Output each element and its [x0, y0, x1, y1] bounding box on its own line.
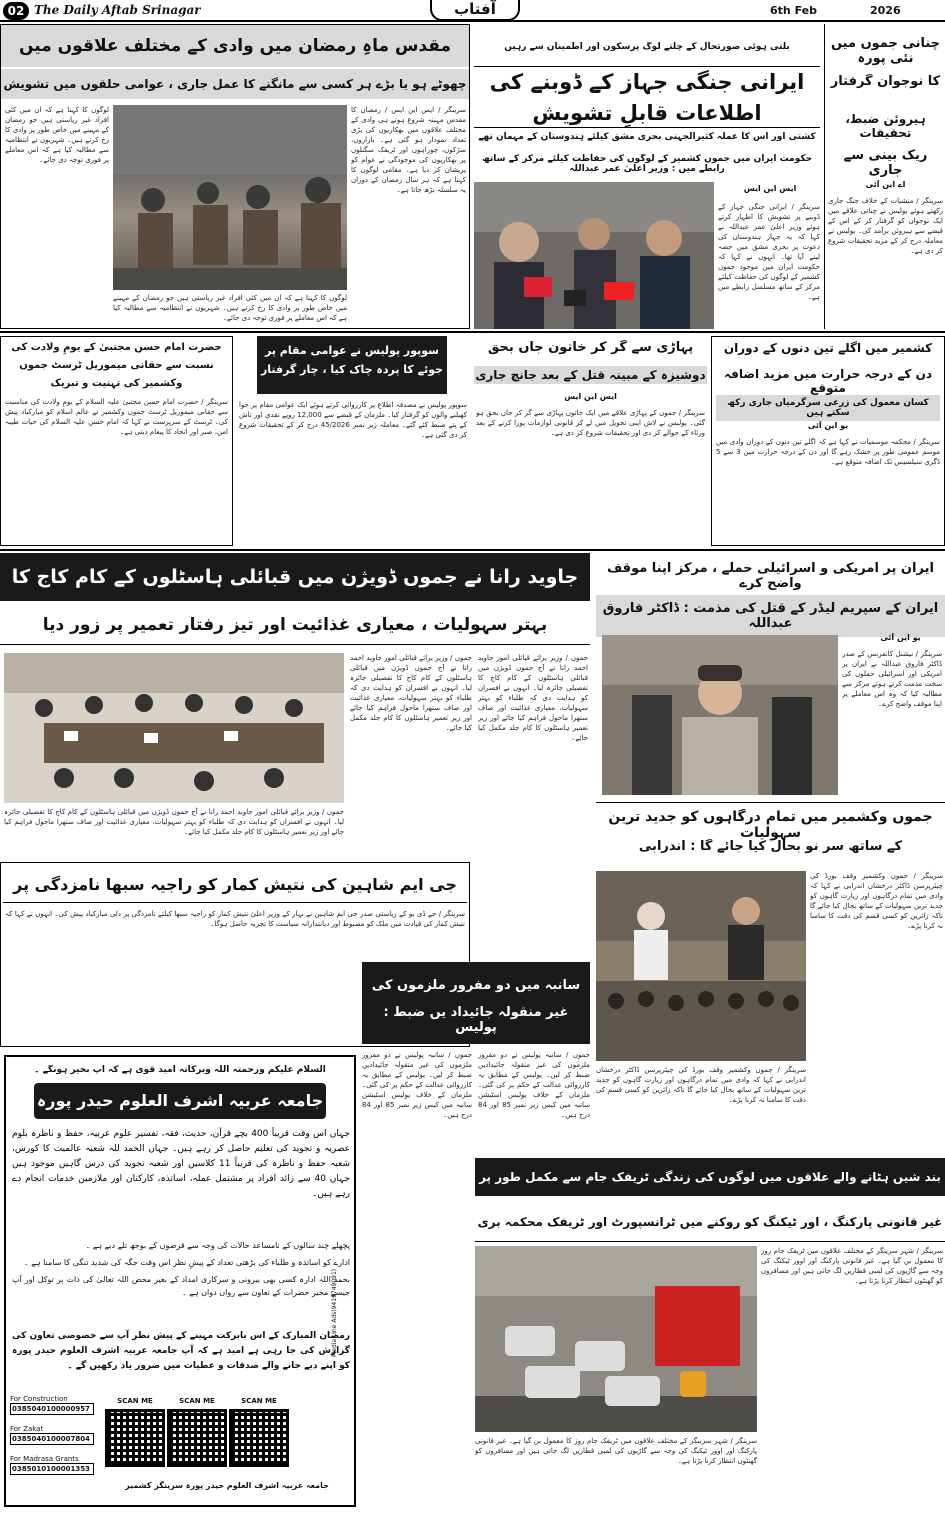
story-iran-ship-kicker: بلتی ہوئی صورتحال کے چلتے لوگ پرسکون اور اطمینان سے رہیں: [504, 42, 790, 52]
story-ramzan-subhead: چھوٹے ہو یا بڑے ہر کسی سے مانگنے کا عمل جاری ، عوامی حلقوں میں تشویش: [1, 69, 469, 99]
story-chenani-headline-1: چنانی جموں میں نئی پورہ: [830, 36, 941, 66]
story-iran-ship-subhead1: کشتی اور اس کا عملہ کثیرالجہتی بحری مشق کیلئے ہندوستان کے مہمان تھے: [478, 132, 816, 142]
acct-label-construction: For Construction: [10, 1395, 68, 1403]
story-chenani-headline-2: کا نوجوان گرفتار: [830, 74, 941, 89]
qr-code-3[interactable]: [226, 1397, 292, 1477]
story-hostels-body-3: جموں / وزیر برائے قبائلی امور جاوید احمد رانا نے آج جموں ڈویژن میں قبائلی ہاسٹلوں کے کام کاج کا تفصیلی جائزہ لیا۔ انہوں نے افسران کو ہدایت دی کہ طلباء کو بہتر سہولیات، معیاری غذائیت اور صاف ستھرا ماحول فراہم کیا جائے اور زیر تعمیر ہاسٹلوں کا کام جلد مکمل کیا جائے۔: [4, 808, 344, 836]
story-iran-ship-subhead2: حکومت ایران میں جموں کشمیر کے لوگوں کی حفاظت کیلئے مرکز کے ساتھ رابطے میں : وزیر اعلیٰ عمر عبداللہ: [481, 154, 813, 174]
issue-date: 6th Feb: [770, 4, 817, 17]
story-pahari-body: سرینگر / جموں کے پہاڑی علاقے میں ایک خاتون پہاڑی سے گر کر جاں بحق ہو گئی۔ پولیس نے لاش اپنی تحویل میں لے کر قانونی لوازمات پورا کرنے کے بعد ورثاء کے حوالے کر دی اور تحقیقات شروع کر دی ہے۔: [476, 409, 705, 437]
story-dargah-body-2: سرینگر / جموں وکشمیر وقف بورڈ کی چیئرپرسن ڈاکٹر درخشاں اندرابی نے کہا کہ وادی میں تمام درگاہوں اور زیارت گاہوں کو جدید ترین سہولیات کے ساتھ بحال کیا جائے گا تاکہ زائرین کو کسی قسم کی دقت کا سامنا نہ کرنا پڑے۔: [596, 1066, 806, 1104]
traffic-jam-photo: [475, 1246, 757, 1432]
story-hostels-subhead: بہتر سہولیات ، معیاری غذائیت اور تیز رفتار تعمیر پر زور دیا: [0, 605, 590, 645]
story-dargah-body: سرینگر / جموں وکشمیر وقف بورڈ کی چیئرپرسن ڈاکٹر درخشاں اندرابی نے کہا کہ وادی میں تمام درگاہوں اور زیارت گاہوں کو جدید ترین سہولیات کے ساتھ بحال کیا جائے گا تاکہ زائرین کو کسی قسم کی دقت کا سامنا نہ کرنا پڑے۔: [810, 872, 943, 930]
acct-number-zakat: 0385040100007804: [10, 1433, 94, 1445]
story-traffic-headline-1: بند شیں ہٹانے والے علاقوں میں لوگوں کی زندگی ٹریفک جام سے مکمل طور پر: [475, 1158, 945, 1196]
story-property-body: جموں / سانبہ پولیس نے دو مفرور ملزموں کی غیر منقولہ جائیدادیں ضبط کر لیں۔ پولیس کے مطابق یہ کارروائی عدالت کے حکم پر کی گئی۔ ملزمان کے خلاف پولیس اسٹیشن سانبہ میں کیس زیر نمبر 85 اور 84 درج ہیں۔: [478, 1051, 590, 1119]
acct-label-zakat: For Zakat: [10, 1425, 44, 1433]
ad-title: جامعہ عربیہ اشرف العلوم حیدر پورہ: [34, 1083, 326, 1119]
beggars-photo: [113, 105, 347, 290]
story-weather-source: یو این آئی: [807, 421, 849, 430]
qr-code-1[interactable]: [102, 1397, 168, 1477]
bank-accounts: [10, 1395, 94, 1495]
story-pahari-headline-2: دوشیزہ کے مبینہ قتل کے بعد جانچ جاری: [475, 368, 706, 382]
ad-salutation: السلام علیکم ورحمتہ اللہ وبرکاتہ امید قوی ہے کہ آپ بخیر ہونگے ۔: [34, 1065, 326, 1075]
story-chenani: [824, 24, 945, 329]
madrasa-ad: [4, 1055, 356, 1507]
story-pahari-source: ایس این ایس: [564, 392, 617, 401]
story-imam-body: سرینگر / حضرت امام حسن مجتبیٰ علیہ السلام کے یومِ ولادت کی مناسبت سے حقانی میموریل ٹرسٹ جموں وکشمیر نے عالم اسلام کو مبارکباد پیش کی۔ ٹرسٹ کے سرپرست نے کہا کہ امام حسن علیہ السلام کی حیات طیبہ امن، صبر اور اتحاد کا پیغام دیتی ہے۔: [5, 398, 228, 436]
story-shaheen-body: سرینگر / جے ڈی یو کے ریاستی صدر جی ایم شاہین نے بہار کے وزیر اعلیٰ نتیش کمار کو راجیہ سبھا کیلئے نامزدگی پر دلی مبارکباد پیش کی۔ انہوں نے کہا کہ نتیش کمار کی قیادت میں ملک کو مضبوط اور دیانتدارانہ سیاست کا تجربہ حاصل ہوگا۔: [5, 910, 465, 928]
masthead: [0, 0, 945, 22]
farooq-abdullah-photo: [602, 635, 838, 795]
story-ramzan-body-right: سرینگر / ایس این ایس / رمضان کا مقدس مہینہ شروع ہوتے ہی وادی کے مختلف علاقوں میں بھکاریوں کی بڑی تعداد نمودار ہو گئی ہے۔ بازاروں، سڑکوں، چوراہوں اور ٹریفک سگنلوں پر بھکاریوں کی موجودگی نے عوام کو پریشان کر دیا ہے۔ مقامی لوگوں کا کہنا ہے کہ ہر سال رمضان کے دوران یہ سلسلہ بڑھ جاتا ہے۔: [351, 106, 466, 194]
story-chenani-body: سرینگر / منشیات کے خلاف جنگ جاری رکھتے ہوئے پولیس نے چنانی علاقے میں ایک نوجوان کو گرفتار کر کے اس کے قبضے سے ہیروئن برآمد کی۔ پولیس نے معاملہ درج کر کے مزید تحقیقات شروع کر دی ہے۔: [828, 197, 943, 255]
acct-number-grants: 0385010100001353: [10, 1463, 94, 1475]
acct-label-grants: For Madrasa Grants: [10, 1455, 79, 1463]
story-traffic-headline-2: غیر قانونی پارکنگ ، اور ٹیکنگ کو روکنے میں ٹرانسپورٹ اور ٹریفک محکمہ بری: [475, 1202, 945, 1242]
qr-code-2[interactable]: [164, 1397, 230, 1477]
ad-point: پچھلے چند سالوں کے نامساعد حالات کی وجہ سے قرضوں کے بوجھ تلے دبے ہے ۔: [85, 1241, 350, 1250]
story-weather-headline-2: دن کے درجہ حرارت میں مزید اضافہ متوقع: [724, 367, 932, 395]
story-property-body-2: جموں / سانبہ پولیس نے دو مفرور ملزموں کی غیر منقولہ جائیدادیں ضبط کر لیں۔ پولیس کے مطابق یہ کارروائی عدالت کے حکم پر کی گئی۔ ملزمان کے خلاف پولیس اسٹیشن سانبہ میں کیس زیر نمبر 85 اور 84 درج ہیں۔: [362, 1051, 472, 1119]
story-sopore-body: سوپور پولیس نے مصدقہ اطلاع پر کارروائی کرتے ہوئے ایک عوامی مقام پر جوا کھیلنے والوں کو گرفتار کیا۔ ملزمان کے قبضے سے 12,000 روپے نقدی اور تاش کے پتے ضبط کئے گئے۔ معاملہ زیر نمبر 45/2026 درج کر کے تحقیقات شروع کر دی گئی ہے۔: [239, 401, 467, 439]
story-weather-headline-1: کشمیر میں اگلے تین دنوں کے دوران: [723, 341, 933, 355]
story-property-headline-2: غیر منقولہ جائیداد یں ضبط : پولیس: [383, 1005, 569, 1035]
ad-body: جہاں اس وقت قریباً 400 بچے قرآن، حدیث، فقہ، تفسیر علوم عربیہ، حفظ و ناظرہ بلوم عصریہ و تجوید کی تعلیم حاصل کر رہے ہیں۔ جہاں الحمد للہ شعبہ عالمیت کا کورس، شعبہ حفظ و ناظرہ کی قریباً 11 کلاسیں اور شعبہ تجوید کی درس گاہیں موجود ہیں جہاں 40 سے زائد افراد پر مشتمل عملہ، اساتذہ، کارکنان اور ملازمین خدمات انجام دے رہے ہیں۔: [12, 1129, 350, 1199]
story-chenani-source: اے این آئی: [865, 180, 906, 189]
qr-code-icon: [105, 1409, 165, 1467]
story-pahari-headline-1: پہاڑی سے گر کر خاتون جاں بحق: [487, 340, 694, 355]
ad-side-text: Media Line Ads(9419749091): [331, 1268, 338, 1357]
story-dargah-headline-2: کے ساتھ سر نو بحال کیا جائے گا : اندرابی: [638, 839, 903, 854]
story-iran-ship-headline: ایرانی جنگی جہاز کے ڈوبنے کی اطلاعات قابلِ تشویش: [474, 66, 820, 128]
scan-label: SCAN ME: [179, 1397, 215, 1405]
story-traffic-body-2: سرینگر / شہر سرینگر کے مختلف علاقوں میں ٹریفک جام روز کا معمول بن گیا ہے۔ غیر قانونی پارکنگ اور اوور ٹیکنگ کی وجہ سے گاڑیوں کی لمبی قطاریں لگ جاتی ہیں اور مسافروں کو گھنٹوں انتظار کرنا پڑتا ہے۔: [475, 1437, 757, 1465]
story-farooq-headline-2: ایران کے سپریم لیڈر کے قتل کی مذمت : ڈاکٹر فاروق عبداللہ: [596, 595, 945, 637]
acct-number-construction: 0385040100000957: [10, 1403, 94, 1415]
story-sopore: [237, 336, 470, 546]
story-ramzan-headline: مقدس ماہِ رمضان میں وادی کے مختلف علاقوں میں: [1, 25, 469, 67]
story-hostels-body-1: جموں / وزیر برائے قبائلی امور جاوید احمد رانا نے آج جموں ڈویژن میں قبائلی ہاسٹلوں کے کام کاج کا تفصیلی جائزہ لیا۔ انہوں نے افسران کو ہدایت دی کہ طلباء کو بہتر سہولیات، معیاری غذائیت اور صاف ستھرا ماحول فراہم کیا جائے اور زیر تعمیر ہاسٹلوں کا کام جلد مکمل کیا جائے۔: [478, 654, 588, 742]
story-property-headline: [362, 962, 590, 1044]
story-weather: [711, 336, 945, 546]
story-ramzan-body-bottom: لوگوں کا کہنا ہے کہ ان میں کئی افراد غیر ریاستی ہیں جو رمضان کے مہینے میں خاص طور پر وادی کا رخ کرتے ہیں۔ شہریوں نے انتظامیہ سے مطالبہ کیا ہے کہ اس معاملے پر فوری توجہ دی جائے۔: [113, 294, 347, 322]
masthead-logo: آفتاب: [430, 0, 520, 21]
scan-label: SCAN ME: [117, 1397, 153, 1405]
story-farooq-body: سرینگر / نیشنل کانفرنس کے صدر ڈاکٹر فاروق عبداللہ نے ایران پر امریکی اور اسرائیلی حملوں کی سخت مذمت کرتے ہوئے مرکز سے مطالبہ کیا کہ وہ اس معاملے پر اپنا موقف واضح کرے۔: [842, 650, 942, 708]
hostels-meeting-photo: [4, 653, 344, 803]
story-hostels-headline: جاوید رانا نے جموں ڈویژن میں قبائلی ہاسٹلوں کے کام کاج کا: [0, 553, 590, 601]
story-iran-ship-body: سرینگر / ایرانی جنگی جہاز کے ڈوبنے پر تشویش کا اظہار کرتے ہوئے وزیر اعلیٰ عمر عبداللہ نے کہا کہ یہ جہاز ہندوستان کی دعوت پر بحری مشق میں حصہ لینے آیا تھا۔ انہوں نے کہا کہ حکومت ایران میں موجود جموں کشمیر کے لوگوں کی حفاظت کیلئے مرکز کے ساتھ مسلسل رابطے میں ہے۔: [718, 203, 820, 301]
story-farooq: [596, 553, 945, 798]
paper-name: The Daily Aftab Srinagar: [34, 3, 201, 17]
story-farooq-source: یو این آئی: [880, 633, 921, 642]
story-sopore-headline: سوپور پولیس نے عوامی مقام پر جوئے کا پردہ چاک کیا ، چار گرفتار: [257, 336, 447, 394]
scan-label: SCAN ME: [241, 1397, 277, 1405]
story-chenani-headline-4: ریک بینی سے جاری: [843, 148, 928, 178]
story-imam-headline: حضرت امام حسن مجتبیٰ کے یومِ ولادت کی نسبت سے حقانی میموریل ٹرسٹ جموں وکشمیر کی تہنیت و تبریک: [11, 342, 222, 389]
story-property-headline-1: سانبہ میں دو مفرور ملزموں کی: [371, 978, 581, 993]
qr-code-icon: [167, 1409, 227, 1467]
omar-abdullah-photo: [474, 182, 714, 329]
divider: [0, 331, 945, 333]
story-hostels-body-2: جموں / وزیر برائے قبائلی امور جاوید احمد رانا نے آج جموں ڈویژن میں قبائلی ہاسٹلوں کے کام کاج کا تفصیلی جائزہ لیا۔ انہوں نے افسران کو ہدایت دی کہ طلباء کو بہتر سہولیات، معیاری غذائیت اور صاف ستھرا ماحول فراہم کیا جائے اور زیر تعمیر ہاسٹلوں کا کام جلد مکمل کیا جائے۔: [350, 654, 472, 732]
ad-points: [12, 1239, 350, 1327]
ad-point: ادارے کو اساتذہ و طلباء کی بڑھتی تعداد کے پیشِ نظر اس وقت جگہ کی شدید تنگی کا سامنا ہے ۔: [23, 1258, 350, 1267]
story-dargah-headline-1: جموں وکشمیر میں تمام درگاہوں کو جدید ترین سہولیات: [608, 809, 933, 841]
story-weather-body: سرینگر / محکمہ موسمیات نے کہا ہے کہ اگلے تین دنوں کے دوران وادی میں موسم عمومی طور پر خشک رہے گا اور دن کے درجہ حرارت میں 3 سے 5 ڈگری سیلسیس تک اضافہ متوقع ہے۔: [716, 438, 940, 466]
story-iran-ship-source: ایس این ایس: [743, 184, 797, 193]
story-hostels: [0, 553, 590, 858]
issue-year: 2026: [870, 4, 901, 17]
story-farooq-headline-1: ایران پر امریکی و اسرائیلی حملے ، مرکز اپنا موقف واضح کرے: [607, 561, 934, 591]
story-iran-ship: [474, 24, 820, 329]
story-pahari: [474, 336, 707, 546]
ad-footer: جامعہ عربیہ اشرف العلوم حیدر پورہ سرینگر کشمیر: [125, 1481, 329, 1490]
story-ramzan: [0, 24, 470, 329]
story-weather-headline-3: کسان معمول کی زرعی سرگرمیاں جاری رکھ سکتے ہیں: [716, 395, 940, 421]
ad-appeal: رمضان المبارک کے اس بابرکت مہینے کے پیش نظر آپ سے خصوصی تعاون کی گزارش کی جا رہی ہے امید ہے کہ آپ جامعہ عربیہ اشرف العلوم حیدر پورہ کو اپنے دیے جانے والے صدقات و عطیات میں ضرور یاد رکھیں گے ۔: [12, 1331, 350, 1371]
story-dargah: [596, 802, 945, 1147]
story-imam: [0, 336, 233, 546]
divider: [0, 549, 945, 551]
story-traffic-body-1: سرینگر / شہر سرینگر کے مختلف علاقوں میں ٹریفک جام روز کا معمول بن گیا ہے۔ غیر قانونی پارکنگ اور اوور ٹیکنگ کی وجہ سے گاڑیوں کی لمبی قطاریں لگ جاتی ہیں اور مسافروں کو گھنٹوں انتظار کرنا پڑتا ہے۔: [761, 1247, 943, 1285]
qr-code-icon: [229, 1409, 289, 1467]
story-ramzan-body-left: لوگوں کا کہنا ہے کہ ان میں کئی افراد غیر ریاستی ہیں جو رمضان کے مہینے میں خاص طور پر وادی کا رخ کرتے ہیں۔ شہریوں نے انتظامیہ سے مطالبہ کیا ہے کہ اس معاملے پر فوری توجہ دی جائے۔: [5, 106, 109, 164]
story-traffic: [475, 1150, 945, 1510]
story-shaheen-headline: جی ایم شاہین کی نتیش کمار کو راجیہ سبھا نامزدگی پر: [3, 867, 467, 903]
dargah-event-photo: [596, 871, 806, 1061]
ad-point: بحمد اللہ ادارہ کسی بھی بیرونی و سرکاری امداد کے بغیر محض اللہ تعالیٰ کی ذات پر توکل اور آپ جیسے مخیر حضرات کے تعاون سے رواں دواں ہے ۔: [12, 1275, 350, 1297]
page-number: 02: [3, 2, 29, 20]
story-chenani-headline-3: ہیروئن ضبط، تحقیقات: [845, 112, 926, 140]
